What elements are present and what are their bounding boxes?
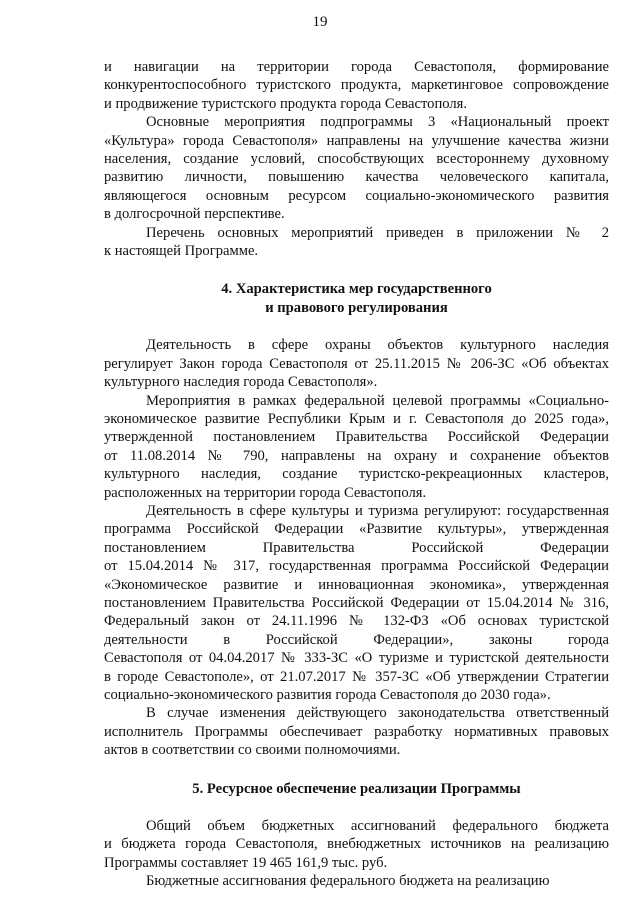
text-line: культурного наследия города Севастополя». xyxy=(104,374,378,391)
text-line: от 15.04.2014 № 317, государственная программа Российской Федерации xyxy=(104,558,609,575)
text-line: Программы составляет 19 465 161,9 тыс. руб. xyxy=(104,854,388,871)
text-line: населения, создание условий, способствующих всестороннему духовному xyxy=(104,151,609,168)
section-4-paragraph xyxy=(104,704,609,759)
text-line: культурного наследия, создание туристско-рекреационных кластеров, xyxy=(104,466,609,483)
text-line: развитию личности, повышению качества человеческого капитала, xyxy=(104,169,609,186)
intro-paragraph xyxy=(104,58,609,113)
section-5-heading: 5. Ресурсное обеспечение реализации Программы xyxy=(192,780,521,797)
text-line: Перечень основных мероприятий приведен в приложении № 2 xyxy=(146,224,609,241)
text-line: В случае изменения действующего законодательства ответственный xyxy=(146,705,609,722)
text-line: в городе Севастополе», от 21.07.2017 № 357-ЗС «Об утверждении Стратегии xyxy=(104,668,609,685)
text-line: Федеральный закон от 24.11.1996 № 132-ФЗ «Об основах туристской xyxy=(104,613,609,630)
text-line: Бюджетные ассигнования федерального бюджета на реализацию xyxy=(146,873,550,890)
section-4-heading-line2: и правового регулирования xyxy=(265,299,448,316)
text-line: Деятельность в сфере культуры и туризма регулируют: государственная xyxy=(146,502,609,519)
section-4-heading xyxy=(104,280,609,317)
text-line: Общий объем бюджетных ассигнований федерального бюджета xyxy=(146,818,609,835)
text-line: конкурентоспособного туристского продукта, маркетинговое сопровождение xyxy=(104,77,609,94)
text-line: актов в соответствии со своими полномочиями. xyxy=(104,742,401,759)
text-line: «Экономическое развитие и инновационная экономика», утвержденная xyxy=(104,576,609,593)
text-line: «Культура» города Севастополя» направлены на улучшение качества жизни xyxy=(104,132,609,149)
section-4-paragraph xyxy=(104,336,609,391)
text-line: деятельности в Российской Федерации», законы города xyxy=(104,631,609,648)
text-line: исполнитель Программы обеспечивает разработку нормативных правовых xyxy=(104,723,609,740)
text-line: и продвижение туристского продукта города Севастополя. xyxy=(104,95,468,112)
text-line: социально-экономического развития города Севастополя до 2030 года». xyxy=(104,687,551,703)
text-line: программа Российской Федерации «Развитие культуры», утвержденная xyxy=(104,521,609,538)
text-line: являющегося основным ресурсом социально-экономического развития xyxy=(104,187,609,204)
text-line: Севастополя от 04.04.2017 № 333-ЗС «О туризме и туристской деятельности xyxy=(104,650,609,667)
section-4-paragraph xyxy=(104,392,609,502)
text-line: и навигации на территории города Севастополя, формирование xyxy=(104,59,609,75)
page-number: 19 xyxy=(312,14,328,30)
section-4-heading-line1: 4. Характеристика мер государственного xyxy=(221,281,492,298)
text-line: Мероприятия в рамках федеральной целевой программы «Социально- xyxy=(146,392,609,409)
intro-paragraph xyxy=(104,113,609,223)
section-5-paragraph xyxy=(104,872,609,890)
text-line: расположенных на территории города Севастополя. xyxy=(104,484,427,501)
document-body xyxy=(104,58,609,891)
text-line: от 11.08.2014 № 790, направлены на охрану и сохранение объектов xyxy=(104,447,609,464)
text-line: постановлением Правительства Российской Федерации xyxy=(104,539,609,556)
section-5-paragraph xyxy=(104,817,609,872)
section-4-paragraph xyxy=(104,502,609,704)
text-line: экономическое развитие Республики Крым и г. Севастополя до 2025 года», xyxy=(104,410,609,427)
text-line: постановлением Правительства Российской Федерации от 15.04.2014 № 316, xyxy=(104,594,609,611)
text-line: и бюджета города Севастополя, внебюджетных источников на реализацию xyxy=(104,836,609,853)
text-line: утвержденной постановлением Правительства Российской Федерации xyxy=(104,429,609,446)
text-line: в долгосрочной перспективе. xyxy=(104,206,285,223)
text-line: Деятельность в сфере охраны объектов культурного наследия xyxy=(146,337,609,354)
text-line: Основные мероприятия подпрограммы 3 «Национальный проект xyxy=(146,114,609,131)
text-line: регулирует Закон города Севастополя от 25.11.2015 № 206-ЗС «Об объектах xyxy=(104,355,609,372)
text-line: к настоящей Программе. xyxy=(104,243,259,260)
intro-paragraph xyxy=(104,224,609,261)
